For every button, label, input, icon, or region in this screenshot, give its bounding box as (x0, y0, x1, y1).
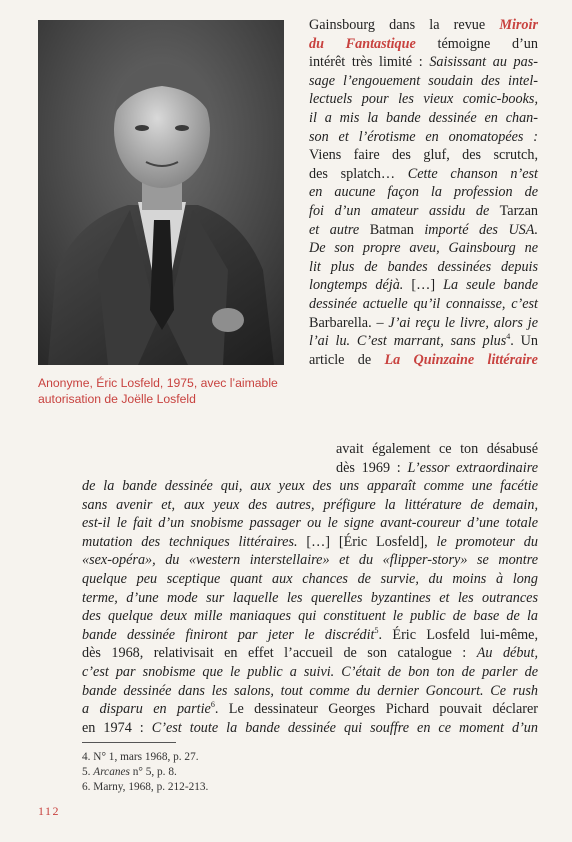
text-run: […] [Éric Losfeld], (297, 533, 437, 550)
text-run: Gainsbourg dans la revue (309, 17, 500, 33)
quote-run: terme, d’une mode sur laquelle les querelles byzantines et les outrances (82, 589, 538, 606)
quote-run: le promoteur du (436, 533, 538, 550)
magazine-title-quinzaine: La Quinzaine littéraire (384, 351, 538, 368)
footnotes (82, 750, 382, 795)
caption-line-2: autorisation de Joëlle Losfeld (38, 392, 196, 406)
footnote-divider (82, 742, 176, 743)
quote-run: quelque peu sceptique quant aux chances de survie, du moins à long (82, 570, 538, 587)
text-line: avait également ce ton désabusé (336, 441, 538, 457)
portrait-illustration (38, 20, 284, 365)
quote-run: a disparu en partie (82, 701, 211, 718)
quote-run: importé des USA. (424, 221, 538, 238)
quote-run: Cette chanson n’est (407, 165, 538, 182)
quote-run: La seule bande (443, 277, 539, 294)
footnote-title: Arcanes (93, 766, 130, 778)
quote-run: bande dessinée finiront par jeter le discrédit (82, 626, 375, 643)
text-run: article de (309, 351, 385, 368)
page-number: 112 (38, 804, 61, 818)
footnote-ref-6[interactable]: 6 (210, 700, 215, 710)
quote-run: Saisissant au pas- (429, 54, 538, 71)
footnote-ref-5[interactable]: 5 (374, 625, 379, 635)
text-run: témoigne d’un (415, 35, 538, 52)
quote-run: «sex-opéra», du «western interstellaire» et du «flipper-story» se montre (82, 552, 538, 569)
text-run: 5. (82, 766, 94, 778)
text-run: Batman (359, 221, 425, 238)
text-run: dès 1968, relativisait en effet l’accueil de son catalogue : (82, 645, 477, 662)
text-run: . Éric Losfeld lui-même, (378, 626, 538, 643)
quote-run: lectuels pour les vieux comic-books, (309, 91, 538, 108)
text-run: intérêt très limité : (309, 54, 430, 71)
quote-run: sans avenir et, aux yeux des autres, préfigure la littérature de demain, (82, 496, 538, 513)
quote-run: dessinée actuelle qu’il connaisse, c’est (309, 295, 538, 312)
quote-run: mutation des techniques littéraires. (82, 533, 298, 550)
quote-run: il a mis la bande dessinée en chan- (309, 109, 538, 126)
right-column-tail (336, 440, 538, 477)
quote-run: en aucune façon la profession de (309, 184, 538, 201)
quote-run: sage l’engouement soudain des intel- (309, 72, 538, 89)
quote-run: C’est toute la bande dessinée qui souffre en ce moment d’un (151, 719, 538, 736)
quote-run: Au début, (476, 645, 539, 662)
caption-line-1: Anonyme, Éric Losfeld, 1975, avec l’aimable (38, 376, 278, 390)
text-run: […] (403, 277, 444, 294)
quote-run: – J’ai reçu le livre, alors je (371, 314, 538, 331)
quote-run: bande dessinée dans les salons, tout comme du dernier Goncourt. Ce rush (82, 682, 538, 699)
magazine-title-miroir: Miroir (499, 17, 538, 33)
text-run: n° 5, p. 8. (129, 766, 177, 778)
text-run: Barbarella. (309, 314, 372, 331)
portrait-photo (38, 20, 284, 365)
footnote-4: 4. N° 1, mars 1968, p. 27. (82, 751, 199, 763)
footnote-6: 6. Marny, 1968, p. 212-213. (82, 781, 209, 793)
quote-run: son et l’érotisme en onomatopées : (309, 128, 538, 145)
body-text (82, 477, 538, 737)
right-column-text (309, 16, 538, 369)
quote-run: De son propre aveu, Gainsbourg ne (309, 240, 538, 257)
quote-run: des quelque deux mille maniaques qui constituent le public de base de la (82, 608, 538, 625)
quote-run: et autre (309, 221, 360, 238)
quote-run: longtemps déjà. (309, 277, 404, 294)
quote-run: foi d’un amateur assidu de (309, 202, 490, 219)
text-run: Tarzan (489, 202, 538, 219)
footnote-5 (82, 765, 382, 780)
quote-run: L’essor extraordinaire (407, 459, 538, 476)
text-run: . Un (510, 333, 539, 350)
magazine-title-miroir-cont: du Fantastique (309, 35, 416, 52)
quote-run: est-il le fait d’un snobisme passager ou le signe avant-coureur d’une totale (82, 515, 538, 532)
text-run: des splatch… (309, 165, 408, 182)
photo-caption (38, 375, 300, 407)
text-run: . Le dessinateur Georges Pichard pouvait déclarer (214, 701, 539, 718)
text-run: dès 1969 : (336, 459, 408, 476)
text-line: Viens faire des gluf, des scrutch, (309, 147, 538, 164)
quote-run: de la bande dessinée qui, aux yeux des uns apparaît comme une facétie (82, 478, 538, 494)
quote-run: l’ai lu. C’est marrant, sans plus (309, 333, 507, 350)
quote-run: c’est par snobisme que le public a suivi. C’était de bon ton de parler de (82, 663, 538, 680)
text-run: en 1974 : (82, 719, 152, 736)
footnote-ref-4[interactable]: 4 (506, 332, 511, 342)
quote-run: lit plus de bandes dessinées depuis (309, 258, 538, 275)
